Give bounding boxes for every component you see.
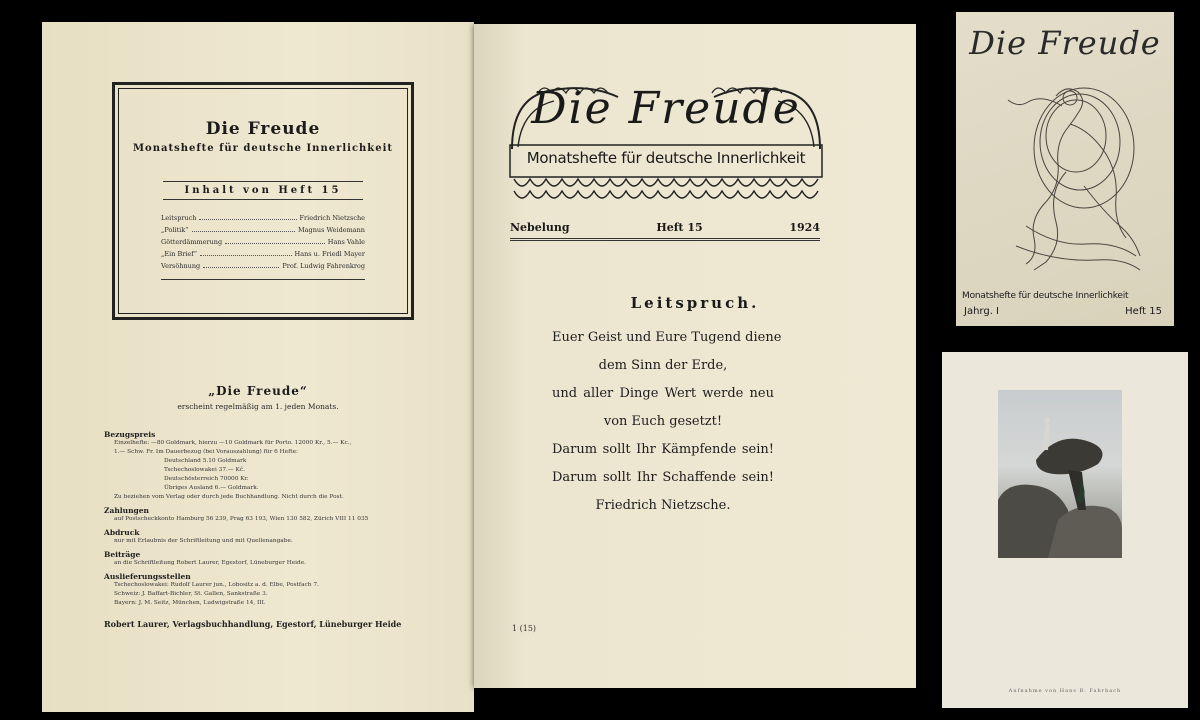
page-number: 1 (15) [512, 624, 537, 633]
publisher-line: Robert Laurer, Verlagsbuchhandlung, Egestorf, Lüneburger Heide [104, 619, 402, 629]
imprint-line: auf Postscheckkonto Hamburg 56 239, Prag 63 193, Wien 130 582, Zürich VIII 11 035 [114, 516, 369, 522]
masthead-title: Die Freude [531, 83, 801, 134]
toc-entry-author: Magnus Weidemann [298, 226, 365, 234]
motto-line: Darum sollt Ihr Schaffende sein! [552, 470, 774, 485]
masthead [508, 79, 824, 219]
notice-subtitle: erscheint regelmäßig am 1. jeden Monats. [177, 402, 339, 411]
cover-title: Die Freude [969, 24, 1161, 62]
toc-divider [161, 279, 365, 280]
toc-entry [161, 248, 365, 260]
cover-issue: Heft 15 [1125, 306, 1162, 317]
toc-entry-title: Versöhnung [161, 262, 201, 270]
toc-entry-title: Leitspruch [161, 214, 197, 222]
toc-entry [161, 236, 365, 248]
motto-text [552, 324, 782, 520]
imprint-line: Tschechoslowakei: Rudolf Laurer jun., Lobositz a. d. Elbe, Postfach 7. [114, 582, 319, 588]
issue-year: 1924 [789, 221, 820, 234]
motto-author: Friedrich Nietzsche. [595, 498, 731, 513]
toc-entry-author: Prof. Ludwig Fahrenkrog [282, 262, 365, 270]
table-of-contents-frame [112, 82, 414, 320]
imprint-line: Zu beziehen vom Verlag oder durch jede Buchhandlung. Nicht durch die Post. [114, 494, 344, 500]
imprint-line: Deutschösterreich 70000 Kr. [164, 476, 249, 482]
motto-line: Darum sollt Ihr Kämpfende sein! [552, 442, 774, 457]
imprint-heading: Bezugspreis [104, 430, 156, 439]
motto-title: Leitspruch. [630, 294, 760, 312]
cover-footer [964, 306, 1162, 317]
toc-entry-title: „Politik“ [161, 226, 189, 234]
issue-number: Heft 15 [656, 221, 703, 234]
motto-line: und aller Dinge Wert werde neu [552, 386, 774, 401]
toc-entry [161, 224, 365, 236]
imprint-block [104, 426, 434, 608]
imprint-line: Tschechoslowakei 37.— Kč. [164, 467, 245, 473]
imprint-line: Einzelhefte: —80 Goldmark, hierzu —10 Goldmark für Porto. 12000 Kr., 5.— Kc., [114, 440, 352, 446]
motto-line: dem Sinn der Erde, [598, 358, 728, 373]
inside-cover-page [42, 22, 474, 712]
imprint-line: an die Schriftleitung Robert Laurer, Egestorf, Lüneburger Heide. [114, 560, 307, 566]
masthead-subtitle: Monatshefte für deutsche Innerlichkeit [526, 149, 806, 167]
magazine-cover [956, 12, 1174, 326]
toc-magazine-title: Die Freude [205, 119, 321, 139]
imprint-heading: Auslieferungsstellen [104, 572, 191, 581]
toc-entry-author: Hans Vahle [327, 238, 365, 246]
imprint-heading: Zahlungen [104, 506, 150, 515]
toc-entry-title: Götterdämmerung [161, 238, 223, 246]
issue-divider [510, 238, 820, 241]
cover-year: Jahrg. I [964, 306, 1000, 317]
photo-scene [998, 390, 1122, 558]
notice-title: „Die Freude“ [208, 384, 308, 398]
toc-entry-author: Hans u. Friedl Mayer [294, 250, 365, 258]
issue-month: Nebelung [510, 221, 570, 234]
imprint-line: Schweiz: J. Baffart-Bichler, St. Gallen, Sankstraße 3. [114, 591, 268, 597]
toc-heading: Inhalt von Heft 15 [163, 181, 363, 200]
toc-entry-title: „Ein Brief“ [161, 250, 198, 258]
dancing-figure-illustration [996, 76, 1146, 286]
title-page [474, 24, 916, 688]
toc-entry [161, 212, 365, 224]
imprint-line: Bayern: J. M. Seitz, München, Ludwigstraße 14, III. [114, 600, 266, 606]
rock-formation-photo [998, 390, 1122, 558]
imprint-line: 1.— Schw. Fr. Im Dauerbezug (bei Vorauszahlung) für 6 Hefte: [114, 449, 298, 455]
imprint-heading: Abdruck [104, 528, 140, 537]
imprint-line: Deutschland 5.10 Goldmark [164, 458, 247, 464]
photo-caption: Aufnahme von Hans B. Fahrbach [1008, 688, 1122, 694]
toc-entry [161, 260, 365, 272]
motto-line: Euer Geist und Eure Tugend diene [552, 330, 782, 345]
imprint-heading: Beiträge [104, 550, 141, 559]
toc-magazine-subtitle: Monatshefte für deutsche Innerlichkeit [132, 143, 394, 154]
imprint-line: nur mit Erlaubnis der Schriftleitung und mit Quellenangabe. [114, 538, 293, 544]
issue-line [510, 221, 820, 234]
toc-list [161, 212, 365, 272]
motto-line: von Euch gesetzt! [603, 414, 723, 429]
toc-entry-author: Friedrich Nietzsche [299, 214, 365, 222]
imprint-line: Übriges Ausland 6.— Goldmark. [164, 485, 259, 491]
photo-plate-page [942, 352, 1188, 708]
cover-subtitle: Monatshefte für deutsche Innerlichkeit [962, 291, 1129, 301]
